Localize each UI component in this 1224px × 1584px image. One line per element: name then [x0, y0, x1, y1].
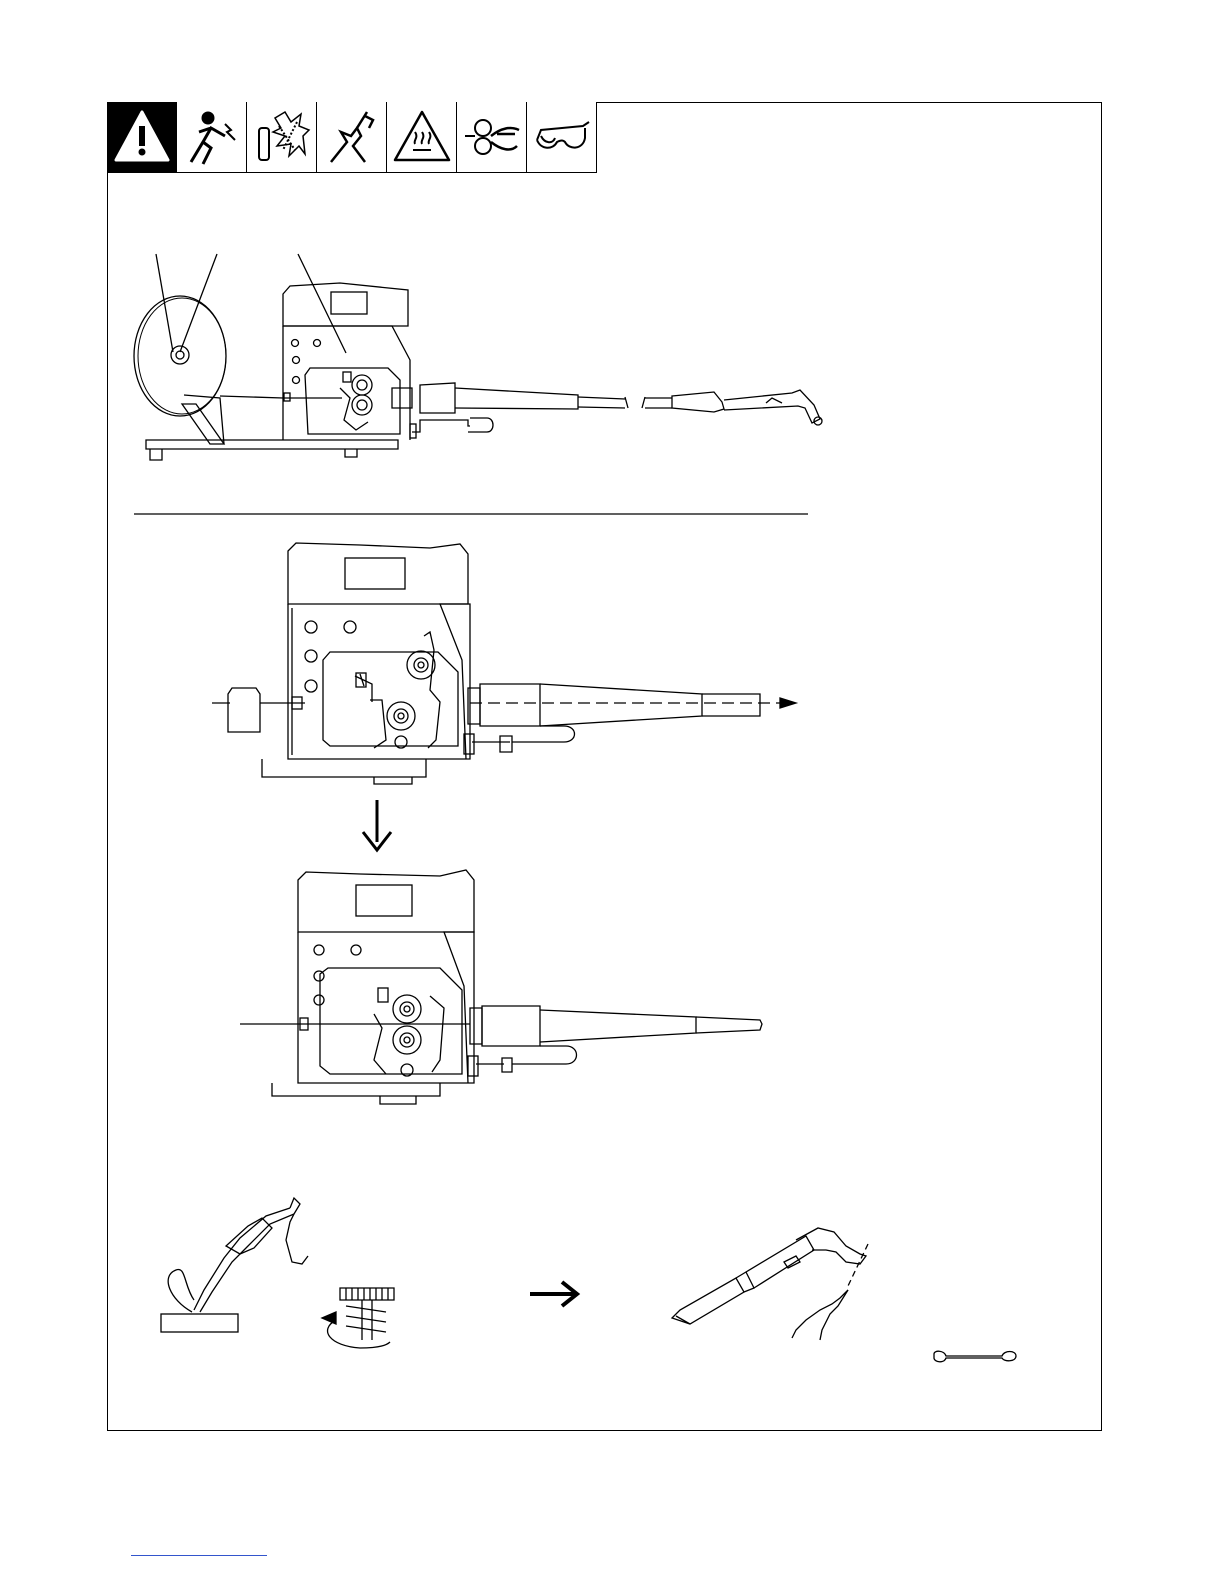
gun-on-block-figure: [161, 1198, 308, 1332]
feeder-overview-figure: [134, 254, 822, 460]
feeder-detail-figure-1: [212, 543, 796, 784]
feeder-detail-figure-2: [240, 870, 762, 1104]
down-arrow: [363, 800, 391, 850]
right-arrow: [530, 1282, 577, 1306]
tension-knob-figure: [322, 1288, 394, 1348]
wrench-icon: [934, 1351, 1016, 1362]
footer-link-underline[interactable]: [131, 1555, 267, 1556]
gun-tip-cut-figure: [672, 1228, 868, 1340]
